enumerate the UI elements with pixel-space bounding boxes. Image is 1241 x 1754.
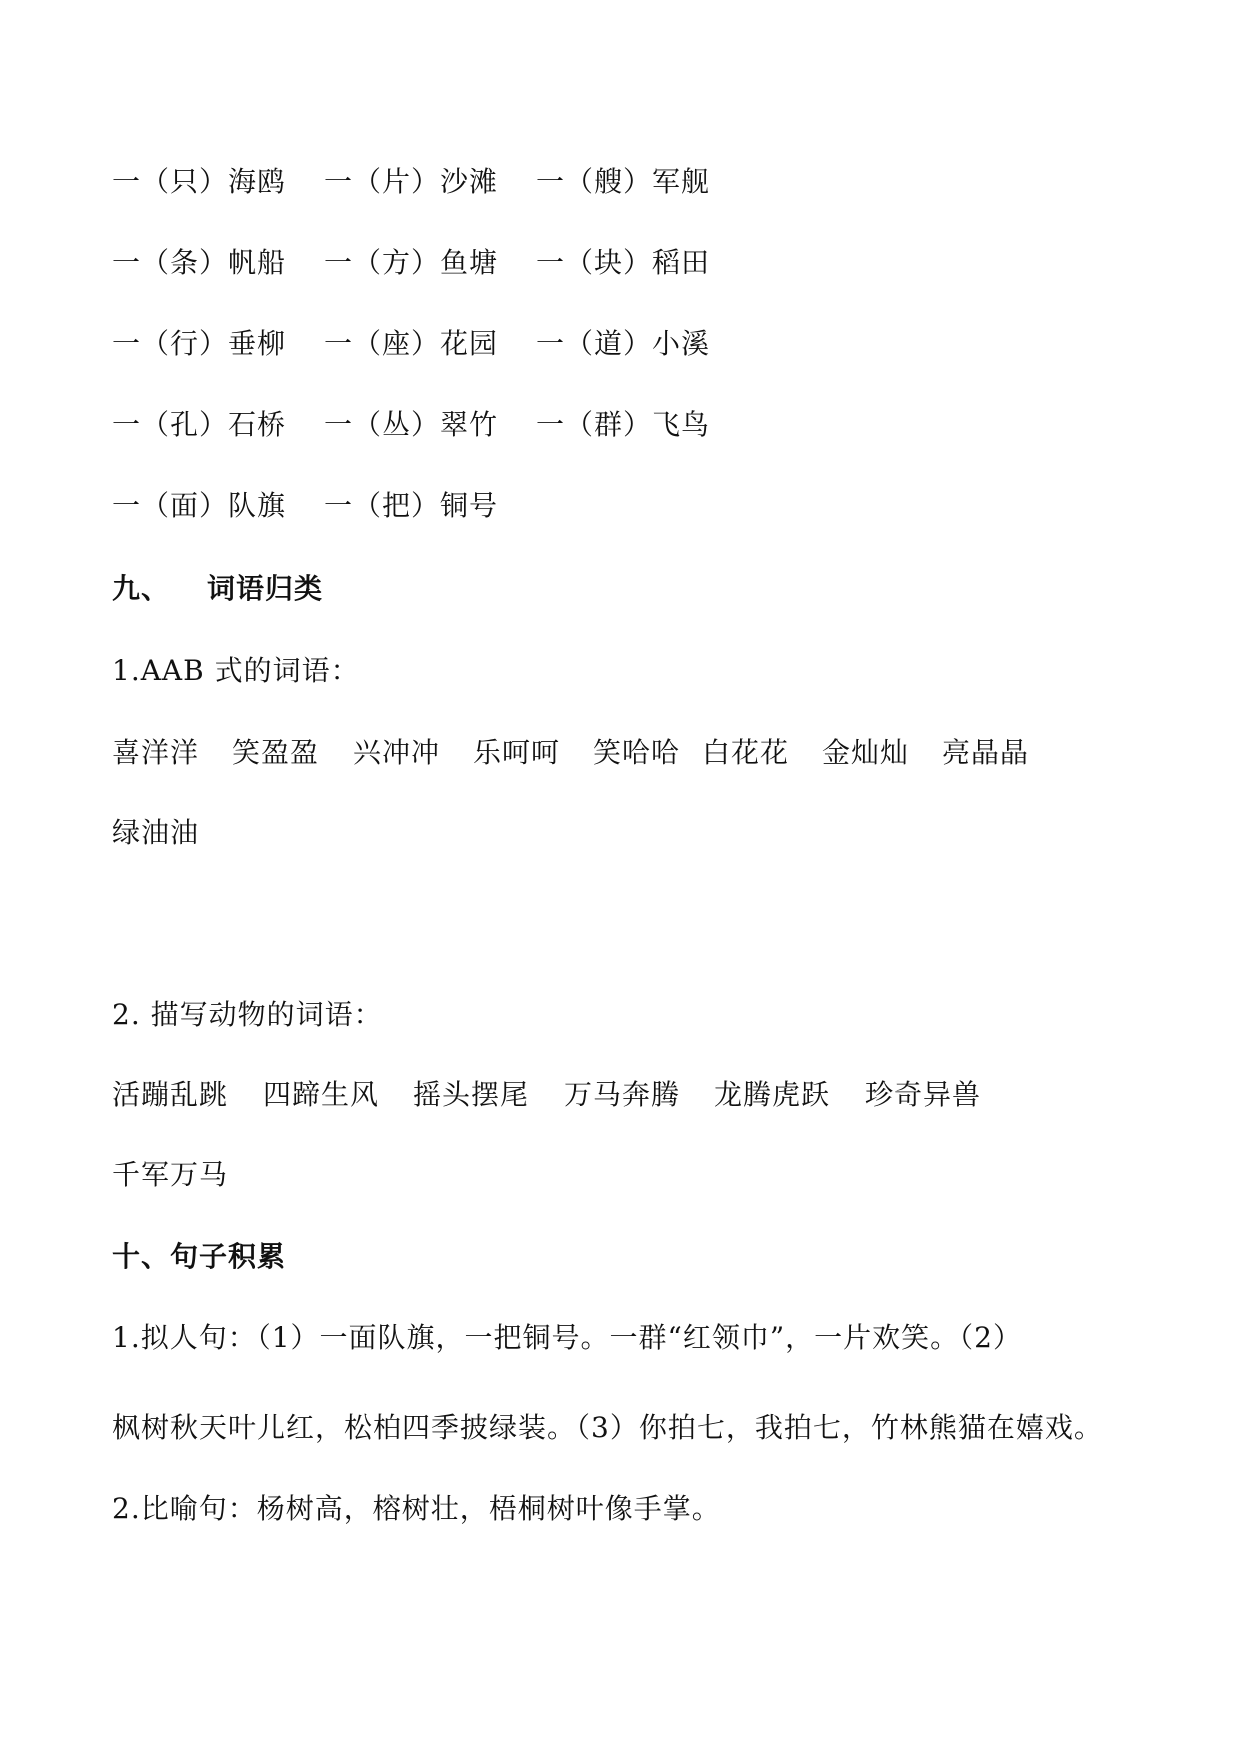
sentence-line: 2.比喻句：杨树高，榕树壮，梧桐树叶像手掌。 (112, 1492, 721, 1525)
measure-word-item: 一（道）小溪 (536, 327, 711, 360)
measure-word-item: 一（只）海鸥 (112, 165, 287, 198)
word-item: 万马奔腾 (564, 1078, 681, 1111)
measure-word-item: 一（丛）翠竹 (324, 408, 499, 441)
sentence-line: 枫树秋天叶儿红，松柏四季披绿装。（3）你拍七，我拍七，竹林熊猫在嬉戏。 (112, 1411, 1103, 1444)
subsection-label: 2. 描写动物的词语： (112, 998, 383, 1031)
word-item: 笑盈盈 (232, 736, 320, 769)
word-item: 笑哈哈 (593, 736, 681, 769)
measure-word-item: 一（艘）军舰 (536, 165, 711, 198)
measure-word-item: 一（面）队旗 (112, 489, 287, 522)
subsection-label: 1.AAB 式的词语： (112, 654, 360, 687)
word-item: 珍奇异兽 (865, 1078, 982, 1111)
measure-word-item: 一（方）鱼塘 (324, 246, 499, 279)
word-item: 兴冲冲 (353, 736, 441, 769)
measure-word-item: 一（座）花园 (324, 327, 499, 360)
word-item: 喜洋洋 (112, 736, 200, 769)
word-item: 活蹦乱跳 (112, 1078, 229, 1111)
word-item: 亮晶晶 (942, 736, 1030, 769)
word-item: 乐呵呵 (473, 736, 561, 769)
word-item: 白花花 (702, 736, 790, 769)
word-item: 龙腾虎跃 (714, 1078, 831, 1111)
measure-word-item: 一（片）沙滩 (324, 165, 499, 198)
section-title: 词语归类 (207, 572, 324, 605)
measure-word-item: 一（条）帆船 (112, 246, 287, 279)
section-heading: 十、句子积累 (112, 1240, 287, 1273)
sentence-line: 1.拟人句：（1）一面队旗，一把铜号。一群“红领巾”，一片欢笑。（2） (112, 1321, 1022, 1354)
word-item: 绿油油 (112, 816, 200, 849)
word-item: 金灿灿 (822, 736, 910, 769)
measure-word-item: 一（群）飞鸟 (536, 408, 711, 441)
word-item: 四蹄生风 (263, 1078, 380, 1111)
measure-word-item: 一（孔）石桥 (112, 408, 287, 441)
measure-word-item: 一（行）垂柳 (112, 327, 287, 360)
section-number: 九、 (112, 572, 171, 605)
word-item: 千军万马 (112, 1158, 229, 1191)
measure-word-item: 一（把）铜号 (324, 489, 499, 522)
word-item: 摇头摆尾 (413, 1078, 530, 1111)
measure-word-item: 一（块）稻田 (536, 246, 711, 279)
